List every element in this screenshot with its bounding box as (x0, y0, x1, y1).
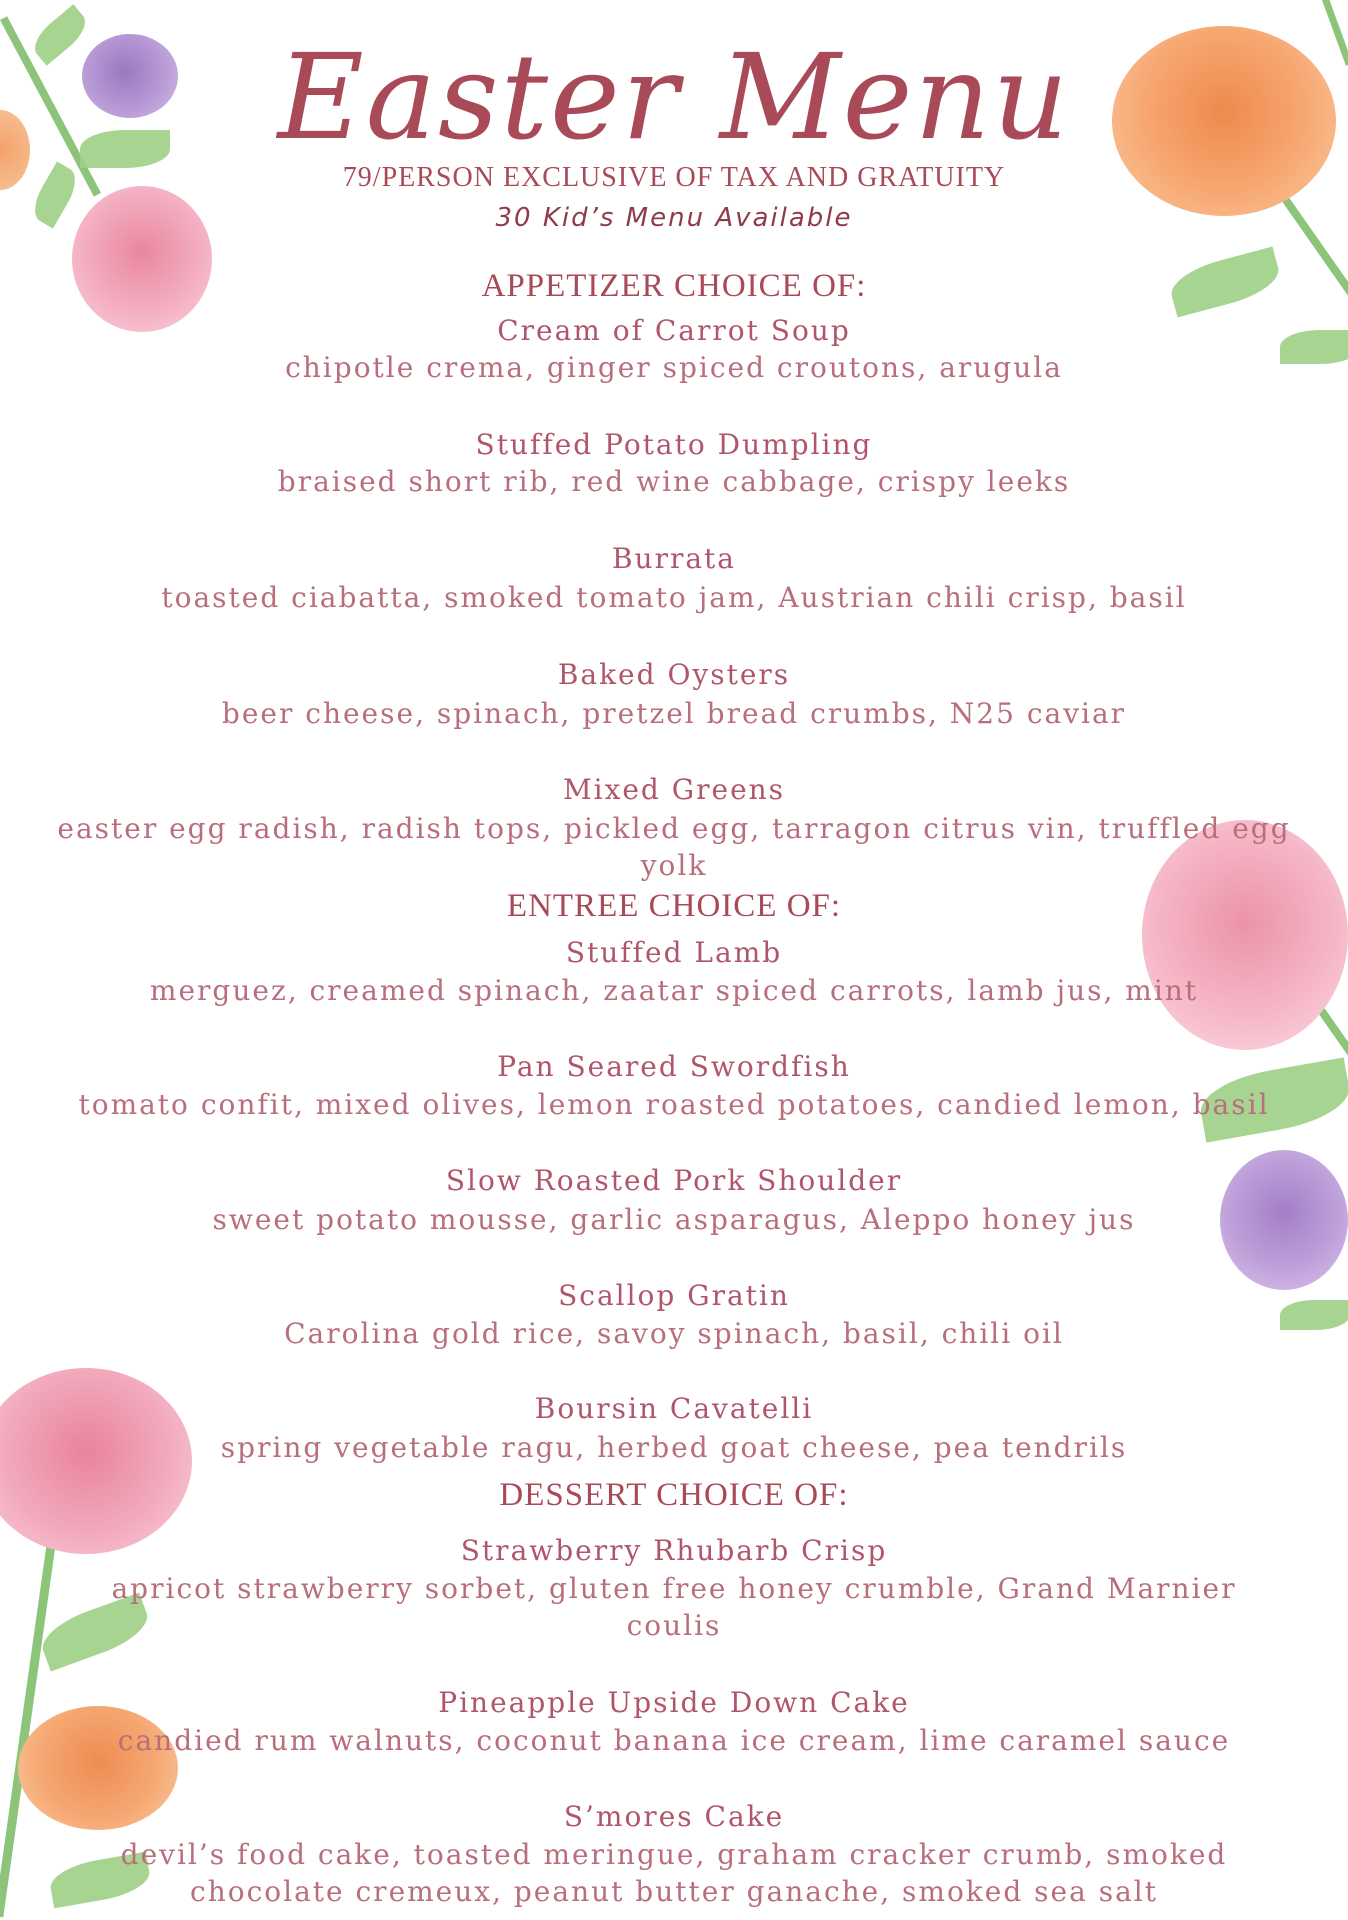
price-line: 79/PERSON EXCLUSIVE OF TAX AND GRATUITY (342, 162, 1006, 193)
appetizer-heading: APPETIZER CHOICE OF: (481, 268, 867, 304)
dish-name: Cream of Carrot Soup (497, 314, 851, 347)
dish-name: Pan Seared Swordfish (497, 1050, 851, 1083)
menu-title: Easter Menu (277, 28, 1071, 166)
dish-description: Carolina gold rice, savoy spinach, basil, chili oil (284, 1317, 1064, 1350)
dish-description: apricot strawberry sorbet, gluten free honey crumble, Grand Marnier coulis (111, 1572, 1237, 1642)
dish-name: Burrata (611, 542, 737, 575)
dish-name: Stuffed Lamb (565, 936, 783, 969)
dish-description: spring vegetable ragu, herbed goat cheese, pea tendrils (220, 1431, 1128, 1464)
dish-description: tomato confit, mixed olives, lemon roasted potatoes, candied lemon, basil (78, 1088, 1270, 1121)
dish-description: devil’s food cake, toasted meringue, graham cracker crumb, smoked chocolate cremeux, peanut butter ganache, smoked sea salt (120, 1838, 1228, 1908)
dish-name: Slow Roasted Pork Shoulder (445, 1164, 903, 1197)
dish-name: Baked Oysters (557, 658, 791, 691)
kids-menu-note: 30 Kid’s Menu Available (495, 203, 853, 233)
dish-description: candied rum walnuts, coconut banana ice cream, lime caramel sauce (117, 1724, 1231, 1757)
dish-name: Stuffed Potato Dumpling (475, 428, 873, 461)
dish-description: braised short rib, red wine cabbage, crispy leeks (277, 465, 1071, 498)
dish-description: merguez, creamed spinach, zaatar spiced carrots, lamb jus, mint (149, 974, 1199, 1007)
dish-description: toasted ciabatta, smoked tomato jam, Austrian chili crisp, basil (161, 581, 1187, 614)
dish-description: easter egg radish, radish tops, pickled egg, tarragon citrus vin, truffled egg yolk (57, 812, 1291, 882)
dish-description: beer cheese, spinach, pretzel bread crumbs, N25 caviar (221, 697, 1127, 730)
dish-name: Scallop Gratin (558, 1279, 790, 1312)
entree-heading: ENTREE CHOICE OF: (506, 888, 842, 924)
dessert-heading: DESSERT CHOICE OF: (499, 1477, 849, 1513)
dish-name: S’mores Cake (563, 1800, 785, 1833)
dish-description: sweet potato mousse, garlic asparagus, Aleppo honey jus (212, 1203, 1136, 1236)
dish-name: Pineapple Upside Down Cake (438, 1686, 910, 1719)
dish-name: Strawberry Rhubarb Crisp (460, 1534, 888, 1567)
dish-description: chipotle crema, ginger spiced croutons, arugula (285, 351, 1063, 384)
dish-name: Mixed Greens (562, 773, 786, 806)
dish-name: Boursin Cavatelli (534, 1392, 814, 1425)
